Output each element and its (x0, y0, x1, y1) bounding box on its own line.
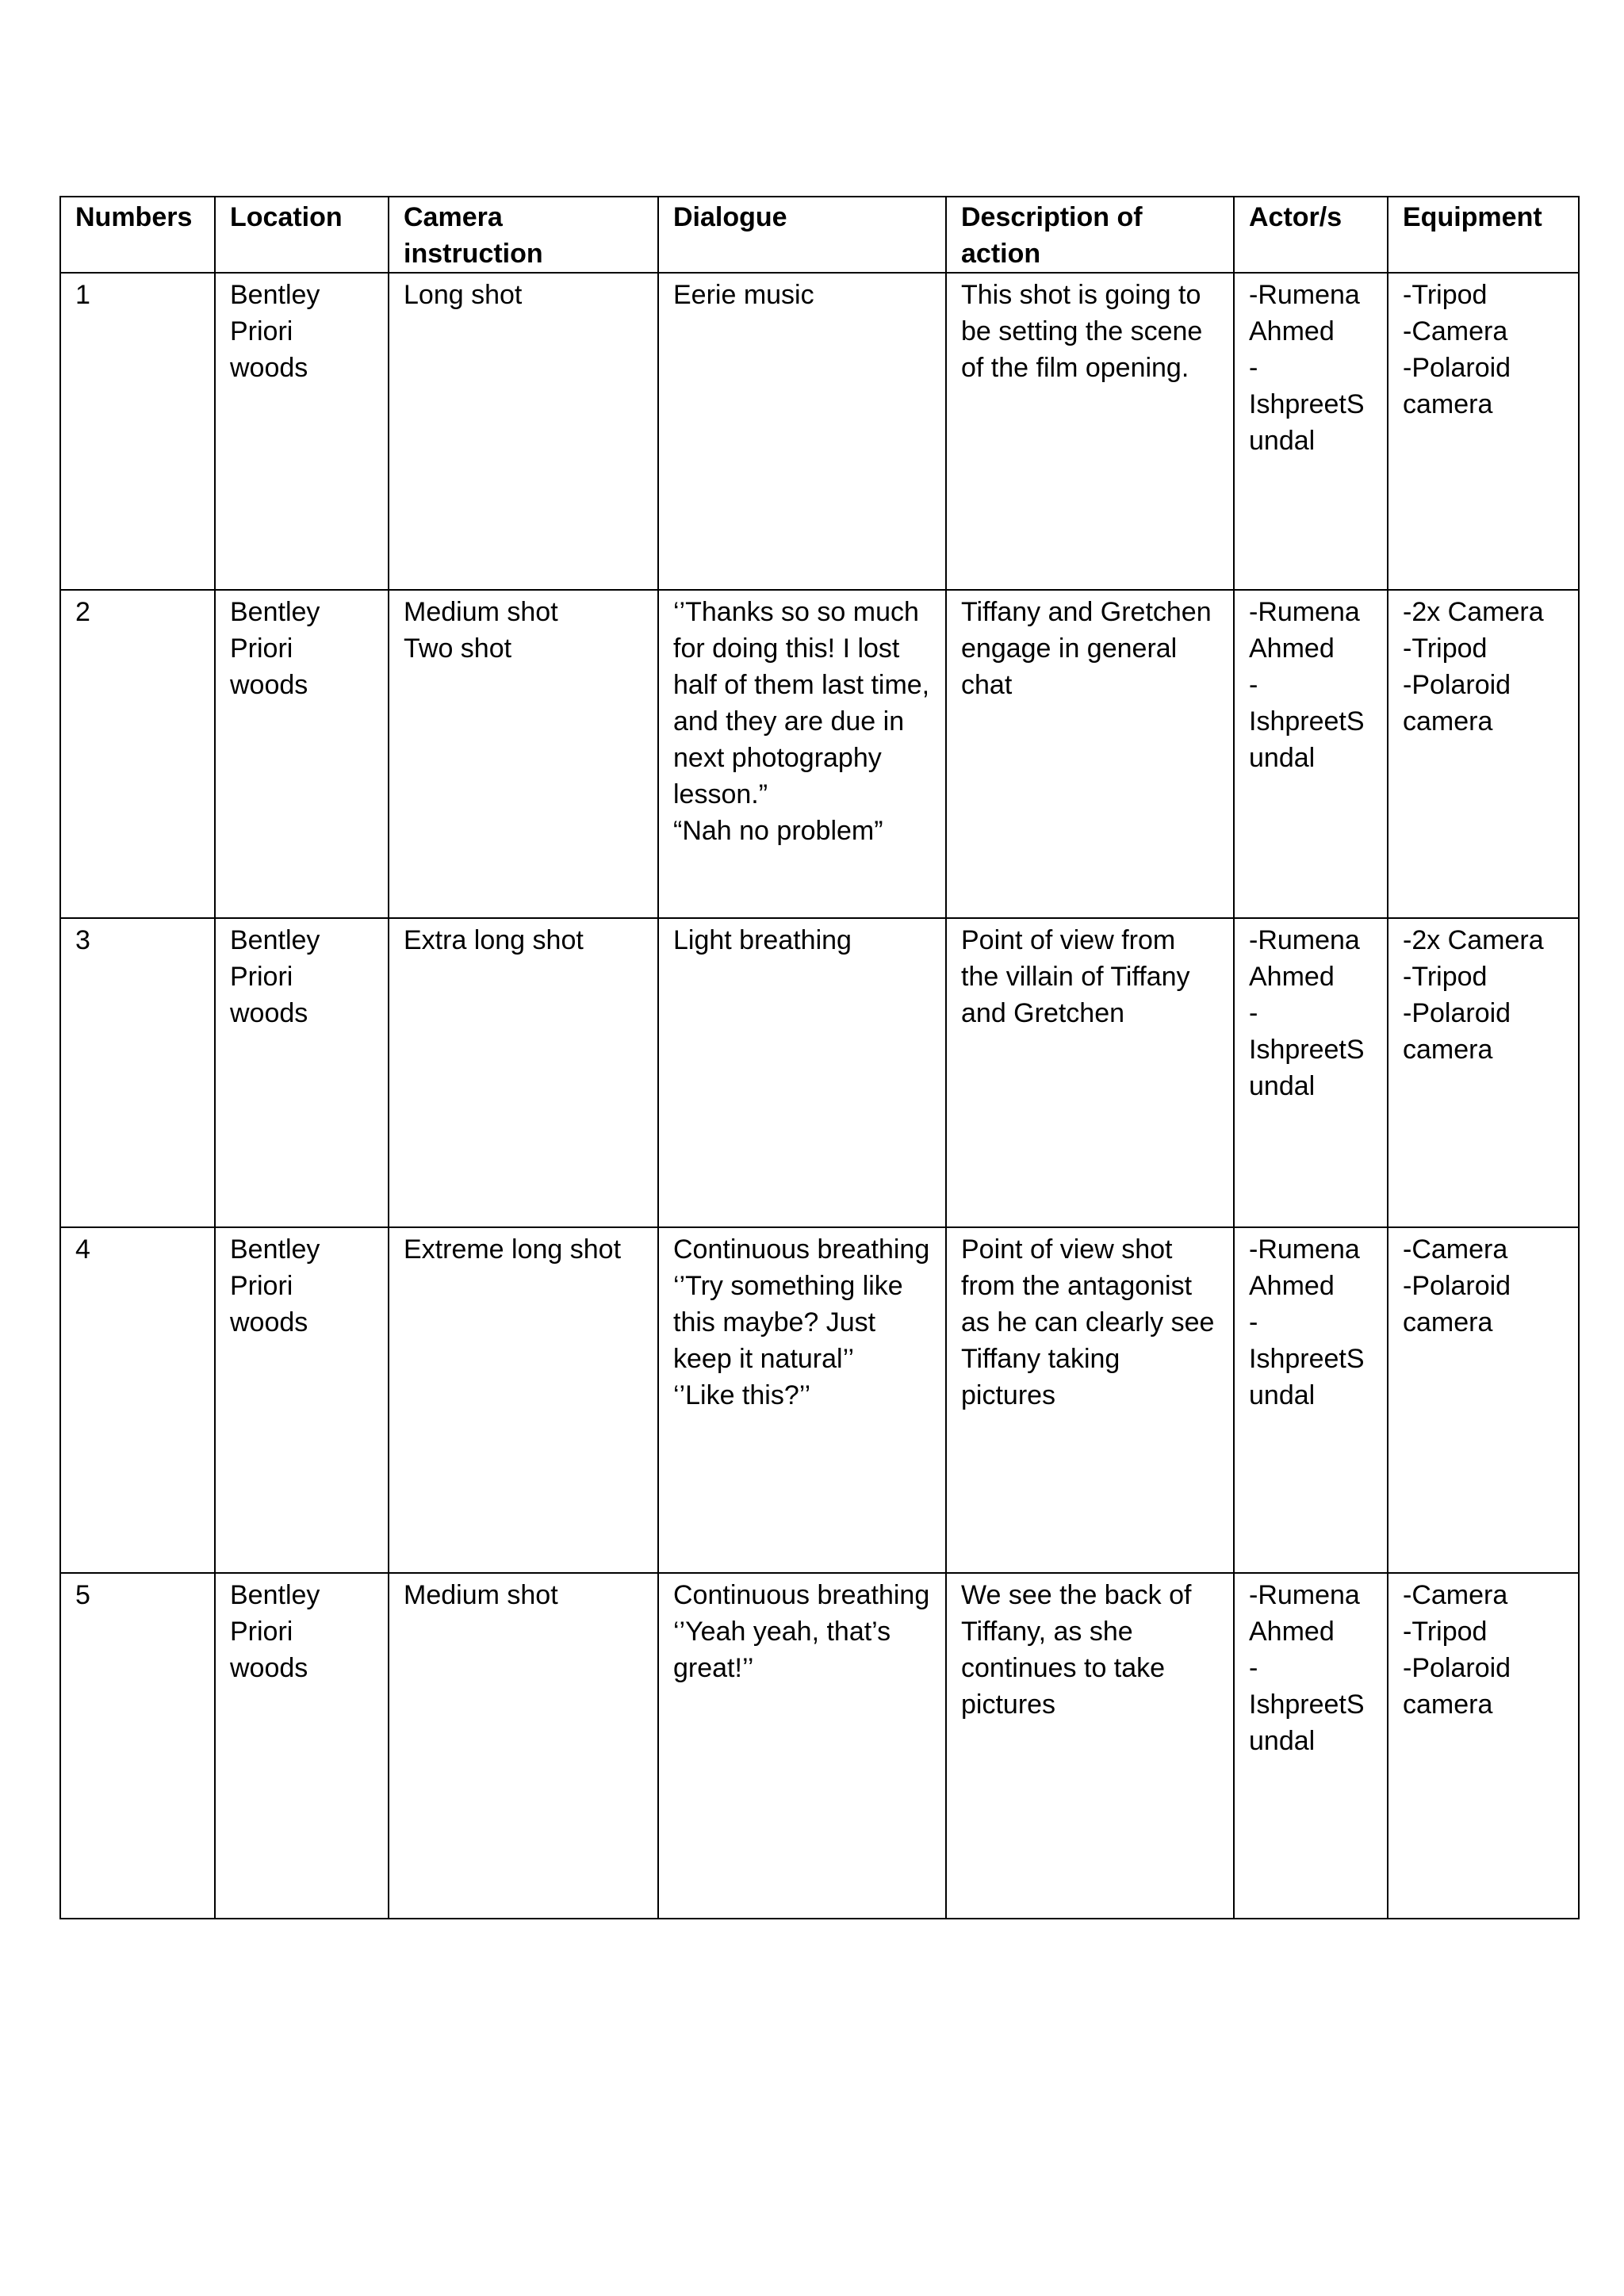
cell-location: Bentley Priori woods (215, 1227, 389, 1573)
header-dialogue: Dialogue (658, 197, 946, 273)
cell-camera-instruction: Medium shot (389, 1573, 658, 1919)
table-header-row (60, 197, 1579, 273)
table-row (60, 1227, 1579, 1573)
cell-dialogue: ‘’Thanks so so much for doing this! I lost half of them last time, and they are due in next photography lesson.” “Nah no problem” (658, 590, 946, 918)
cell-number: 2 (60, 590, 215, 918)
cell-location: Bentley Priori woods (215, 590, 389, 918)
cell-number: 4 (60, 1227, 215, 1573)
table-row (60, 273, 1579, 590)
cell-dialogue: Light breathing (658, 918, 946, 1227)
cell-equipment: -2x Camera -Tripod -Polaroid camera (1388, 590, 1579, 918)
table-row (60, 918, 1579, 1227)
cell-dialogue: Continuous breathing ‘’Try something like this maybe? Just keep it natural’’ ‘’Like this?’’ (658, 1227, 946, 1573)
shot-list-table (59, 196, 1580, 1919)
cell-camera-instruction: Extreme long shot (389, 1227, 658, 1573)
cell-camera-instruction: Medium shot Two shot (389, 590, 658, 918)
cell-location: Bentley Priori woods (215, 1573, 389, 1919)
cell-equipment: -2x Camera -Tripod -Polaroid camera (1388, 918, 1579, 1227)
cell-equipment: -Tripod -Camera -Polaroid camera (1388, 273, 1579, 590)
header-equipment: Equipment (1388, 197, 1579, 273)
header-numbers: Numbers (60, 197, 215, 273)
table-row (60, 1573, 1579, 1919)
cell-equipment: -Camera -Polaroid camera (1388, 1227, 1579, 1573)
cell-description: Point of view shot from the antagonist as he can clearly see Tiffany taking pictures (946, 1227, 1234, 1573)
cell-actors: -Rumena Ahmed - IshpreetS undal (1234, 1573, 1388, 1919)
cell-dialogue: Eerie music (658, 273, 946, 590)
cell-actors: -Rumena Ahmed - IshpreetS undal (1234, 590, 1388, 918)
cell-description: Tiffany and Gretchen engage in general chat (946, 590, 1234, 918)
cell-actors: -Rumena Ahmed - IshpreetS undal (1234, 1227, 1388, 1573)
cell-camera-instruction: Long shot (389, 273, 658, 590)
header-location: Location (215, 197, 389, 273)
cell-number: 5 (60, 1573, 215, 1919)
cell-camera-instruction: Extra long shot (389, 918, 658, 1227)
header-actors: Actor/s (1234, 197, 1388, 273)
cell-location: Bentley Priori woods (215, 918, 389, 1227)
cell-actors: -Rumena Ahmed - IshpreetS undal (1234, 918, 1388, 1227)
cell-description: We see the back of Tiffany, as she continues to take pictures (946, 1573, 1234, 1919)
cell-number: 1 (60, 273, 215, 590)
cell-dialogue: Continuous breathing ‘’Yeah yeah, that’s great!’’ (658, 1573, 946, 1919)
table-row (60, 590, 1579, 918)
cell-description: Point of view from the villain of Tiffany and Gretchen (946, 918, 1234, 1227)
cell-location: Bentley Priori woods (215, 273, 389, 590)
cell-actors: -Rumena Ahmed - IshpreetS undal (1234, 273, 1388, 590)
header-description-of-action: Description of action (946, 197, 1234, 273)
header-camera-instruction: Camera instruction (389, 197, 658, 273)
cell-equipment: -Camera -Tripod -Polaroid camera (1388, 1573, 1579, 1919)
document-page (59, 196, 1578, 1919)
cell-number: 3 (60, 918, 215, 1227)
cell-description: This shot is going to be setting the scene of the film opening. (946, 273, 1234, 590)
